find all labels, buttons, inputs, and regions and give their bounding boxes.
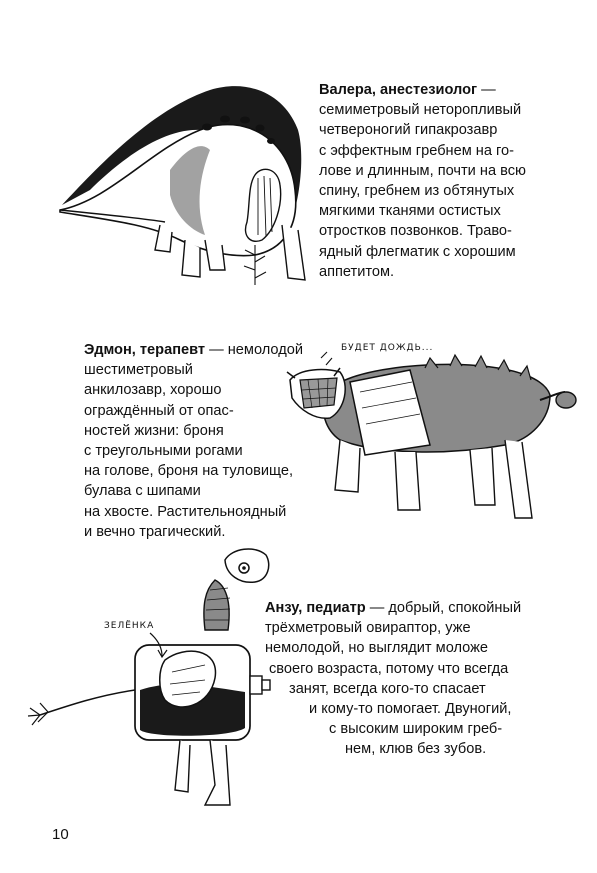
bottle-label: ЗЕЛЁНКА — [104, 621, 155, 631]
valera-line: аппетитом. — [319, 263, 395, 280]
anzu-line: немолодой, но выглядит моложе — [265, 640, 489, 657]
anzu-line: трёхметровый овираптор, уже — [265, 620, 471, 637]
edmon-line: на голове, броня на туловище, — [84, 463, 294, 480]
edmon-line: ограждённый от опас- — [84, 402, 234, 419]
valera-name-rest: — — [477, 82, 496, 98]
anzu-line: с высоким широким греб- — [329, 721, 503, 738]
edmon-line: анкилозавр, хорошо — [84, 382, 222, 399]
valera-line: ядный флегматик с хорошим — [319, 243, 516, 260]
anzu-line: и кому-то помогает. Двуногий, — [309, 701, 512, 718]
valera-line: с эффектным гребнем на го- — [319, 142, 515, 159]
edmon-line: ностей жизни: броня — [84, 422, 224, 439]
edmon-first-rest: — немолодой — [205, 342, 304, 358]
valera-line: лове и длинным, почти на всю — [319, 162, 526, 179]
valera-name-bold: Валера, анестезиолог — [319, 82, 478, 98]
anzu-line: нем, клюв без зубов. — [345, 741, 487, 758]
anzu-first-line — [265, 598, 521, 618]
valera-line: мягкими тканями остистых — [319, 203, 501, 220]
speech-bubble-text: БУДЕТ ДОЖДЬ... — [341, 343, 434, 353]
valera-line: семиметровый неторопливый — [319, 102, 522, 119]
edmon-line: шестиметровый — [84, 362, 193, 379]
valera-line: спину, гребнем из обтянутых — [319, 183, 515, 200]
anzu-name: Анзу, педиатр — [265, 600, 366, 616]
edmon-name: Эдмон, терапевт — [84, 342, 206, 358]
valera-line: четвероногий гипакрозавр — [319, 122, 498, 139]
edmon-line: и вечно трагический. — [84, 523, 226, 540]
page-number: 10 — [52, 826, 69, 843]
anzu-first-rest: — добрый, спокойный — [365, 600, 522, 616]
anzu-description — [265, 598, 521, 760]
edmon-line: булава с шипами — [84, 483, 201, 500]
edmon-line: с треугольными рогами — [84, 443, 243, 460]
edmon-line: на хвосте. Растительноядный — [84, 503, 287, 520]
anzu-line: занят, всегда кого-то спасает — [289, 680, 486, 697]
valera-line: отростков позвонков. Траво- — [319, 223, 512, 240]
anzu-line: своего возраста, потому что всегда — [269, 660, 509, 677]
